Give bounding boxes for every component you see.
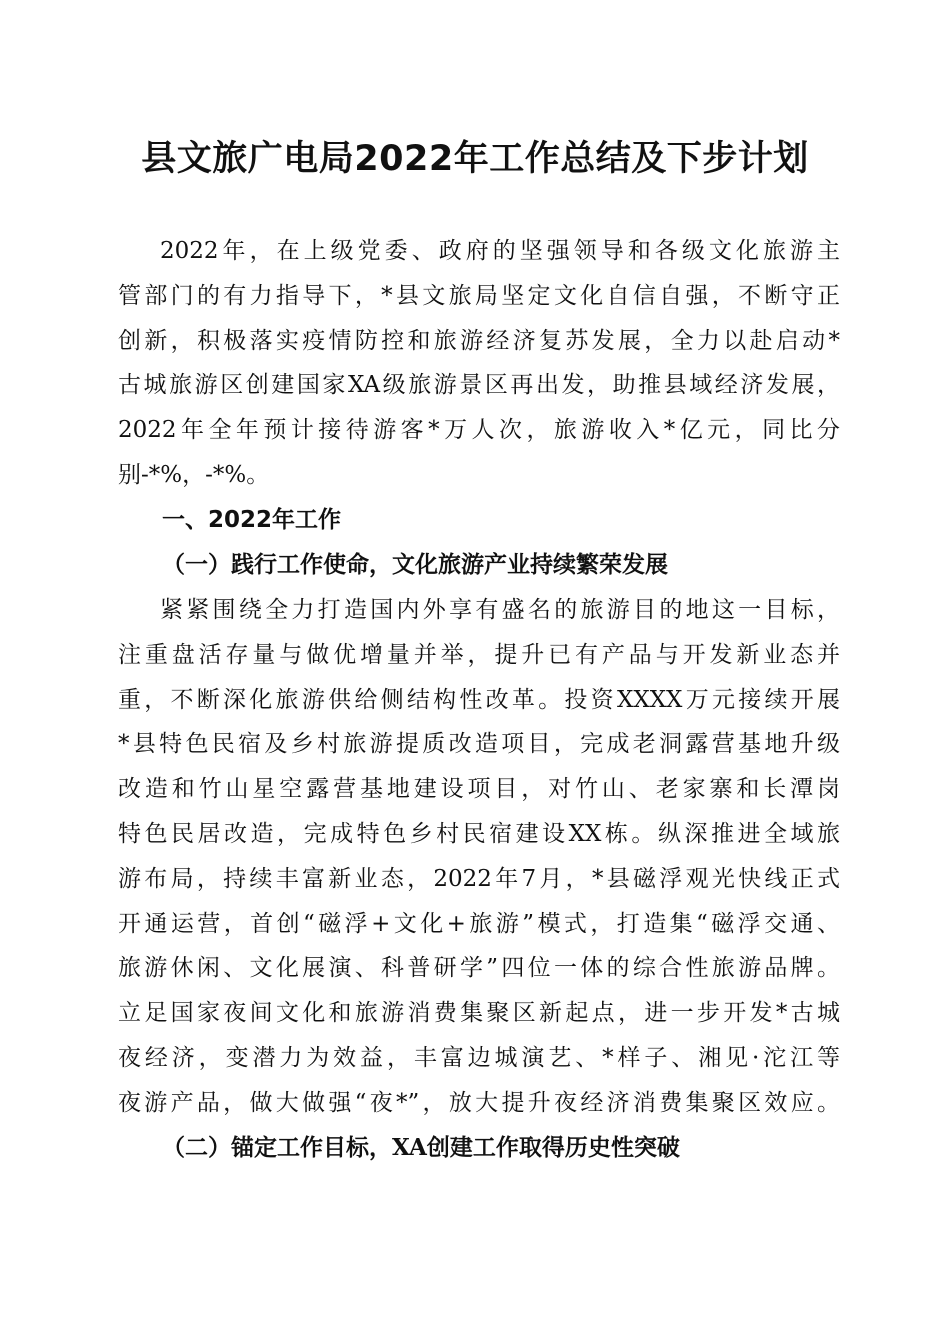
paragraph-line: *县特色民宿及乡村旅游提质改造项目，完成老洞露营基地升级 — [118, 731, 840, 758]
document-title: 县文旅广电局2022年工作总结及下步计划 — [141, 139, 809, 179]
subsection-paragraph — [118, 588, 840, 1126]
paragraph-line: 改造和竹山星空露营基地建设项目，对竹山、老家寨和长潭岗 — [118, 776, 840, 803]
section-heading: 一、2022年工作 — [162, 507, 342, 533]
paragraph-line: 游布局，持续丰富新业态，2022年7月，*县磁浮观光快线正式 — [118, 865, 840, 892]
section-heading-block — [118, 498, 840, 543]
subsection-heading: （二）锚定工作目标，XA创建工作取得历史性突破 — [162, 1134, 680, 1161]
paragraph-line: 注重盘活存量与做优增量并举，提升已有产品与开发新业态并 — [118, 641, 840, 668]
subsection-heading-block — [118, 543, 840, 588]
paragraph-line: 夜经济，变潜力为效益，丰富边城演艺、*样子、湘见·沱江等 — [118, 1044, 840, 1071]
paragraph-line: 特色民居改造，完成特色乡村民宿建设XX栋。纵深推进全域旅 — [118, 820, 840, 847]
paragraph-line: 立足国家夜间文化和旅游消费集聚区新起点，进一步开发*古城 — [118, 1000, 840, 1027]
subsection-heading-block — [118, 1126, 840, 1171]
subsection-heading: （一）践行工作使命，文化旅游产业持续繁荣发展 — [162, 551, 668, 578]
paragraph-line: 2022年，在上级党委、政府的坚强领导和各级文化旅游主 — [160, 238, 840, 264]
paragraph-line: 创新，积极落实疫情防控和旅游经济复苏发展，全力以赴启动* — [118, 327, 840, 354]
paragraph-line: 管部门的有力指导下，*县文旅局坚定文化自信自强，不断守正 — [118, 282, 840, 309]
paragraph-line: 紧紧围绕全力打造国内外享有盛名的旅游目的地这一目标， — [160, 597, 840, 623]
intro-paragraph — [118, 229, 840, 498]
paragraph-line: 2022年全年预计接待游客*万人次，旅游收入*亿元，同比分 — [118, 417, 840, 444]
paragraph-line: 别-*%，-*%。 — [118, 461, 270, 488]
paragraph-line: 重，不断深化旅游供给侧结构性改革。投资XXXX万元接续开展 — [118, 686, 840, 713]
paragraph-line: 旅游休闲、文化展演、科普研学”四位一体的综合性旅游品牌。 — [118, 955, 840, 982]
paragraph-line: 开通运营，首创“磁浮+文化+旅游”模式，打造集“磁浮交通、 — [118, 910, 840, 937]
paragraph-line: 古城旅游区创建国家XA级旅游景区再出发，助推县域经济发展， — [118, 372, 840, 399]
paragraph-line: 夜游产品，做大做强“夜*”，放大提升夜经济消费集聚区效应。 — [118, 1089, 840, 1116]
